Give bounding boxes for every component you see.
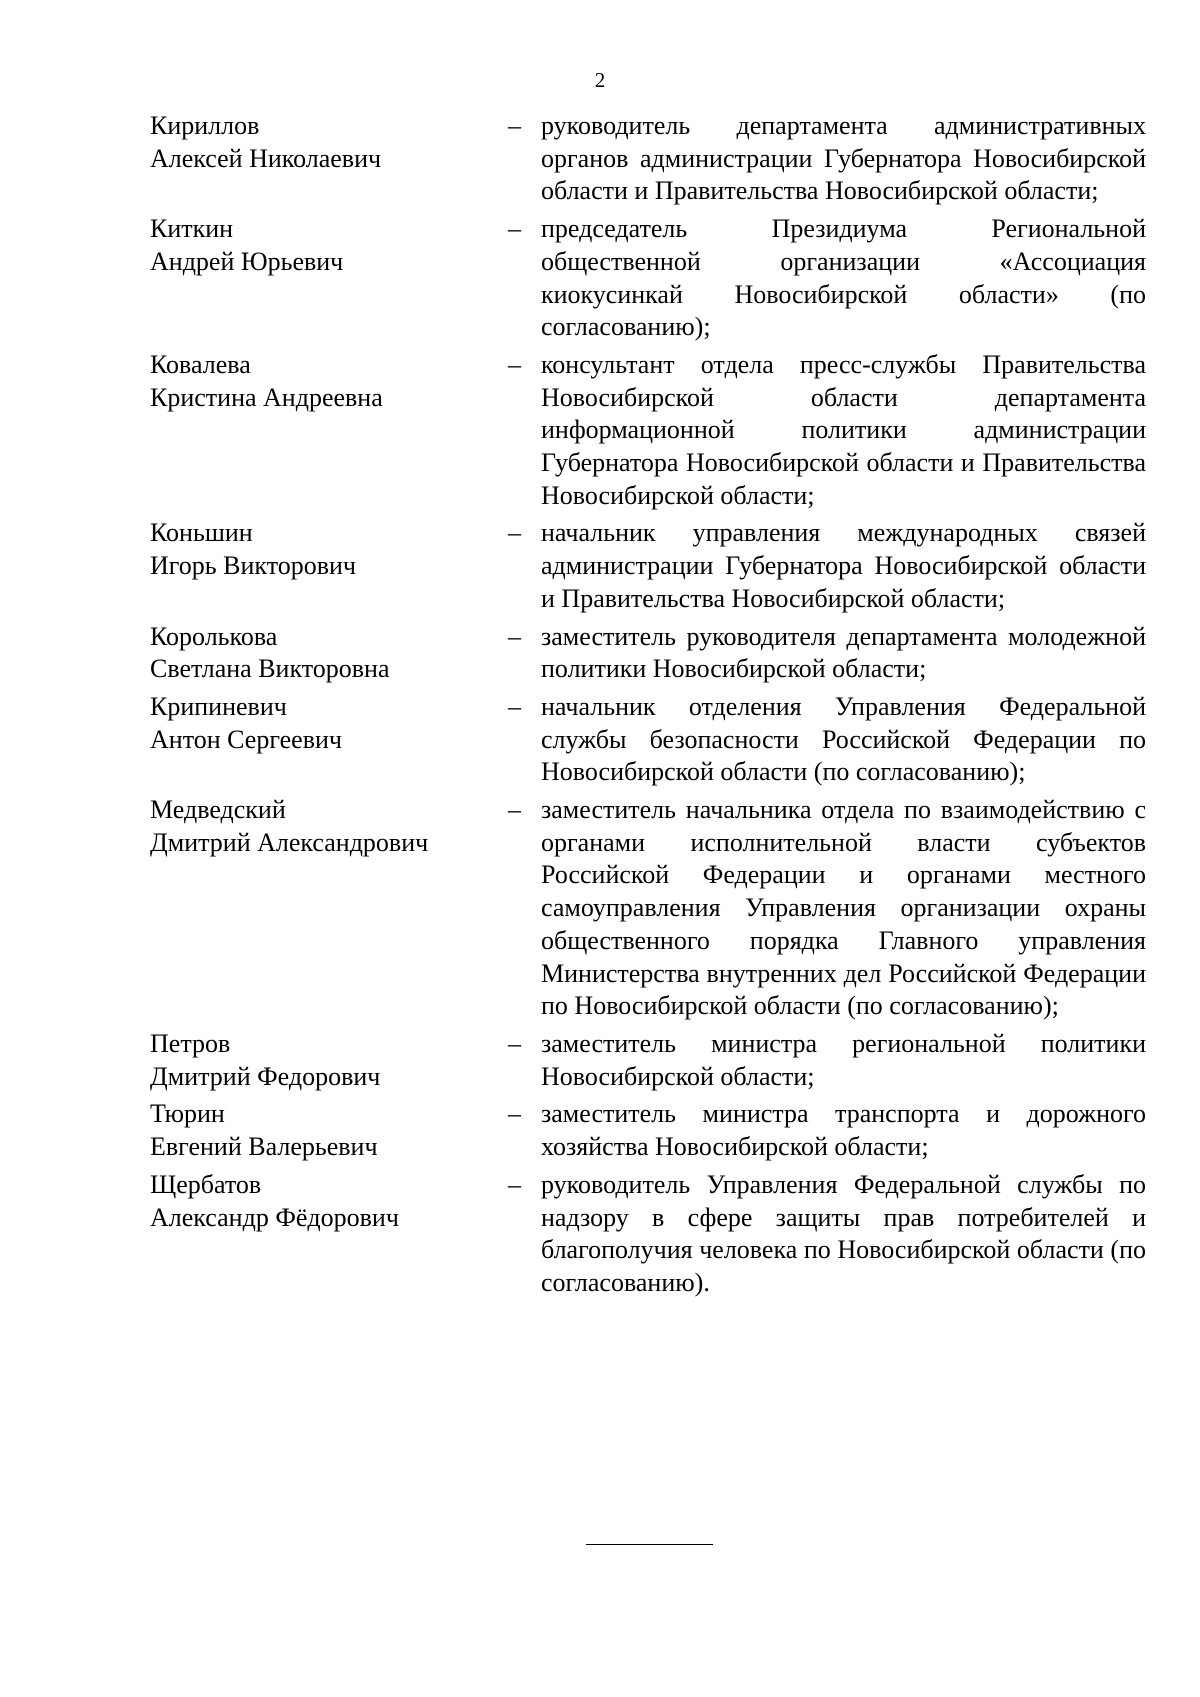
member-given-names: Алексей Николаевич — [150, 143, 382, 173]
separator-dash: – — [508, 795, 521, 825]
separator-dash: – — [508, 111, 521, 140]
member-surname: Ковалева — [150, 349, 251, 379]
member-name — [150, 621, 505, 686]
separator-dash: – — [508, 691, 521, 721]
member-row — [150, 1098, 1146, 1163]
separator-dash: – — [508, 621, 521, 651]
closing-rule — [586, 1544, 713, 1545]
member-role: руководитель департамента административных органов администрации Губернатора Новосибирской области и Правительства Новосибирской области; — [541, 111, 1146, 206]
member-surname: Медведский — [150, 795, 286, 825]
separator-dash: – — [508, 1169, 521, 1199]
member-row — [150, 1028, 1146, 1093]
member-surname: Киткин — [150, 214, 234, 244]
member-role: заместитель начальника отдела по взаимодействию с органами исполнительной власти субъектов Российской Федерации и органами местного самоуправления Управления организации охраны общественного порядка Главного управления Министерства внутренних дел Российской Федерации по Новосибирской области (по согласованию); — [541, 795, 1146, 1021]
member-row — [150, 110, 1146, 208]
separator-dash: – — [508, 518, 521, 548]
separator-dash: – — [508, 349, 521, 379]
member-surname: Щербатов — [150, 1169, 262, 1199]
member-given-names: Кристина Андреевна — [150, 382, 383, 412]
member-role: руководитель Управления Федеральной службы по надзору в сфере защиты прав потребителей и благополучия человека по Новосибирской области (по согласованию). — [541, 1169, 1146, 1297]
member-surname: Коньшин — [150, 518, 253, 548]
member-given-names: Дмитрий Федорович — [150, 1061, 381, 1091]
member-name — [150, 1169, 505, 1300]
member-surname: Тюрин — [150, 1099, 225, 1129]
member-name — [150, 691, 505, 789]
member-role: начальник управления международных связей администрации Губернатора Новосибирской области и Правительства Новосибирской области; — [541, 518, 1146, 613]
member-name — [150, 1028, 505, 1093]
member-surname: Кириллов — [150, 111, 260, 140]
member-surname: Крипиневич — [150, 691, 287, 721]
member-name — [150, 1098, 505, 1163]
member-given-names: Антон Сергеевич — [150, 724, 342, 754]
member-row — [150, 517, 1146, 615]
member-list — [150, 110, 1146, 1305]
member-role: заместитель руководителя департамента молодежной политики Новосибирской области; — [541, 621, 1146, 684]
member-given-names: Евгений Валерьевич — [150, 1132, 378, 1162]
member-row — [150, 691, 1146, 789]
member-given-names: Андрей Юрьевич — [150, 246, 344, 276]
member-role: заместитель министра региональной политики Новосибирской области; — [541, 1028, 1146, 1091]
separator-dash: – — [508, 1028, 521, 1058]
member-surname: Петров — [150, 1028, 231, 1058]
member-row — [150, 794, 1146, 1023]
member-name — [150, 213, 505, 344]
member-role: председатель Президиума Региональной общественной организации «Ассоциация киокусинкай Новосибирской области» (по согласованию); — [541, 214, 1146, 342]
member-given-names: Дмитрий Александрович — [150, 827, 429, 857]
member-role: заместитель министра транспорта и дорожного хозяйства Новосибирской области; — [541, 1099, 1146, 1162]
member-given-names: Александр Фёдорович — [150, 1202, 399, 1232]
member-row — [150, 621, 1146, 686]
member-name — [150, 110, 505, 208]
separator-dash: – — [508, 214, 521, 244]
member-given-names: Светлана Викторовна — [150, 654, 390, 684]
member-name — [150, 517, 505, 615]
member-name — [150, 794, 505, 1023]
member-given-names: Игорь Викторович — [150, 551, 356, 581]
member-name — [150, 349, 505, 513]
member-row — [150, 349, 1146, 513]
member-role: консультант отдела пресс-службы Правительства Новосибирской области департамента информационной политики администрации Губернатора Новосибирской области и Правительства Новосибирской области; — [541, 349, 1146, 510]
member-row — [150, 213, 1146, 344]
member-surname: Королькова — [150, 621, 278, 651]
member-row — [150, 1169, 1146, 1300]
page-number: 2 — [594, 68, 606, 92]
separator-dash: – — [508, 1099, 521, 1129]
member-role: начальник отделения Управления Федеральной службы безопасности Российской Федерации по Новосибирской области (по согласованию); — [541, 691, 1146, 787]
